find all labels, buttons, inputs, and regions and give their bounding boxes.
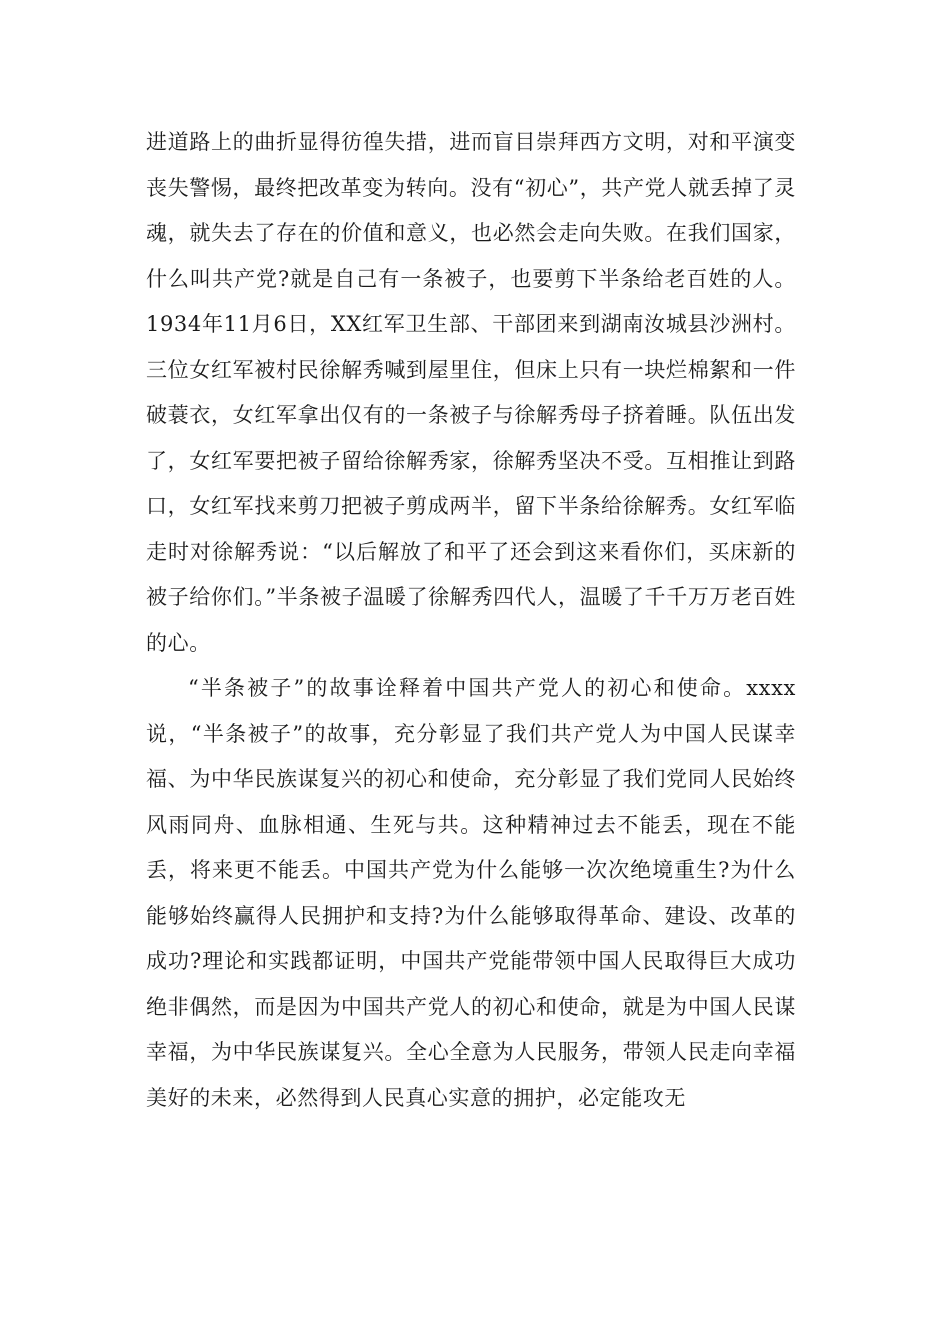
document-body	[146, 120, 796, 1121]
paragraph-half-quilt: “半条被子”的故事诠释着中国共产党人的初心和使命。xxxx说，“半条被子”的故事，充分彰显了我们共产党人为中国人民谋幸福、为中华民族谋复兴的初心和使命，充分彰显了我们党同人民始终风雨同舟、血脉相通、生死与共。这种精神过去不能丢，现在不能丢，将来更不能丢。中国共产党为什么能够一次次绝境重生?为什么能够始终赢得人民拥护和支持?为什么能够取得革命、建设、改革的成功?理论和实践都证明，中国共产党能带领中国人民取得巨大成功绝非偶然，而是因为中国共产党人的初心和使命，就是为中国人民谋幸福，为中华民族谋复兴。全心全意为人民服务，带领人民走向幸福美好的未来，必然得到人民真心实意的拥护，必定能攻无	[146, 676, 796, 1110]
paragraph-continued: 进道路上的曲折显得彷徨失措，进而盲目崇拜西方文明，对和平演变丧失警惕，最终把改革变为转向。没有“初心”，共产党人就丢掉了灵魂，就失去了存在的价值和意义，也必然会走向失败。在我们国家，什么叫共产党?就是自己有一条被子，也要剪下半条给老百姓的人。1934年11月6日，XX红军卫生部、干部团来到湖南汝城县沙洲村。三位女红军被村民徐解秀喊到屋里住，但床上只有一块烂棉絮和一件破蓑衣，女红军拿出仅有的一条被子与徐解秀母子挤着睡。队伍出发了，女红军要把被子留给徐解秀家，徐解秀坚决不受。互相推让到路口，女红军找来剪刀把被子剪成两半，留下半条给徐解秀。女红军临走时对徐解秀说：“以后解放了和平了还会到这来看你们，买床新的被子给你们。”半条被子温暖了徐解秀四代人，温暖了千千万万老百姓的心。	[146, 130, 796, 655]
